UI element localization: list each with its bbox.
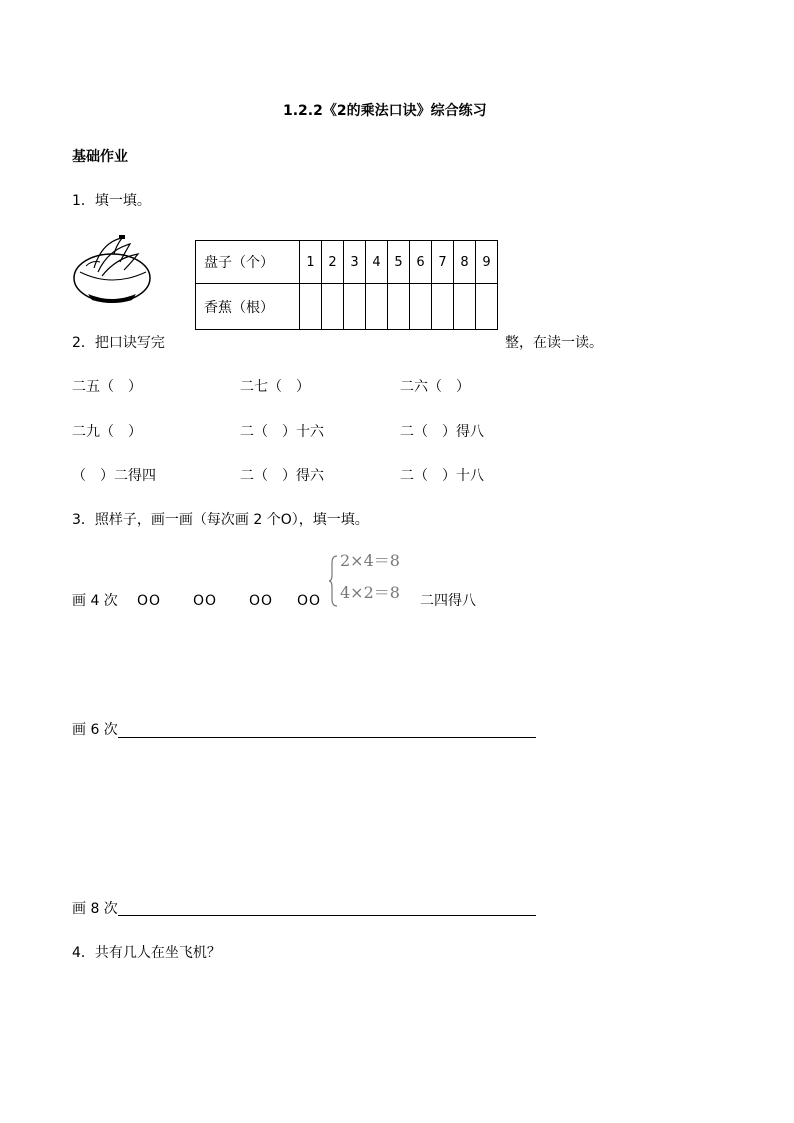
table-cell-number: 1 xyxy=(300,241,322,284)
question-2-prompt-right: 整，在读一读。 xyxy=(505,335,603,351)
rhyme-item: 二（ ）十八 xyxy=(400,468,484,484)
answer-cell[interactable] xyxy=(432,284,454,330)
question-1-prompt: 1．填一填。 xyxy=(72,193,151,209)
answer-cell[interactable] xyxy=(454,284,476,330)
answer-line[interactable] xyxy=(118,737,536,738)
answer-cell[interactable] xyxy=(322,284,344,330)
table-cell-number: 5 xyxy=(388,241,410,284)
row-label-plates: 盘子（个） xyxy=(196,241,300,284)
answer-cell[interactable] xyxy=(366,284,388,330)
rhyme-item: 二六（ ） xyxy=(400,379,470,395)
curly-brace-icon xyxy=(328,555,338,607)
banana-bowl-icon xyxy=(72,232,154,306)
rhyme-item: 二七（ ） xyxy=(240,379,310,395)
question-4-prompt: 4．共有几人在坐飞机？ xyxy=(72,945,221,961)
circle-group: OO xyxy=(193,593,218,609)
answer-line[interactable] xyxy=(118,915,536,916)
answer-cell[interactable] xyxy=(410,284,432,330)
table-cell-number: 3 xyxy=(344,241,366,284)
rhyme-item: （ ）二得四 xyxy=(72,468,156,484)
plate-banana-table xyxy=(195,240,498,330)
page-title: 1.2.2《2的乘法口诀》综合练习 xyxy=(283,103,487,119)
answer-cell[interactable] xyxy=(344,284,366,330)
answer-cell[interactable] xyxy=(300,284,322,330)
row-label-bananas: 香蕉（根） xyxy=(196,284,300,330)
rhyme-item: 二（ ）得六 xyxy=(240,468,324,484)
rhyme-item: 二九（ ） xyxy=(72,424,142,440)
rhyme-item: 二五（ ） xyxy=(72,379,142,395)
question-3-prompt: 3．照样子，画一画（每次画 2 个O），填一填。 xyxy=(72,512,369,528)
table-cell-number: 8 xyxy=(454,241,476,284)
rhyme-answer: 二四得八 xyxy=(420,593,476,609)
rhyme-item: 二（ ）得八 xyxy=(400,424,484,440)
table-cell-number: 9 xyxy=(476,241,498,284)
answer-cell[interactable] xyxy=(388,284,410,330)
equation-1: 2×4＝8 xyxy=(340,551,400,570)
draw-6-label: 画 6 次 xyxy=(72,722,118,738)
rhyme-item: 二（ ）十六 xyxy=(240,424,324,440)
table-cell-number: 2 xyxy=(322,241,344,284)
question-2-prompt-left: 2．把口诀写完 xyxy=(72,335,165,351)
table-cell-number: 7 xyxy=(432,241,454,284)
table-cell-number: 6 xyxy=(410,241,432,284)
circle-group: OO xyxy=(249,593,274,609)
example-label: 画 4 次 xyxy=(72,593,118,609)
equation-2: 4×2＝8 xyxy=(340,583,400,602)
answer-cell[interactable] xyxy=(476,284,498,330)
circle-group: OO xyxy=(137,593,162,609)
section-heading: 基础作业 xyxy=(72,149,128,165)
draw-8-label: 画 8 次 xyxy=(72,901,118,917)
table-cell-number: 4 xyxy=(366,241,388,284)
circle-group: OO xyxy=(297,593,322,609)
